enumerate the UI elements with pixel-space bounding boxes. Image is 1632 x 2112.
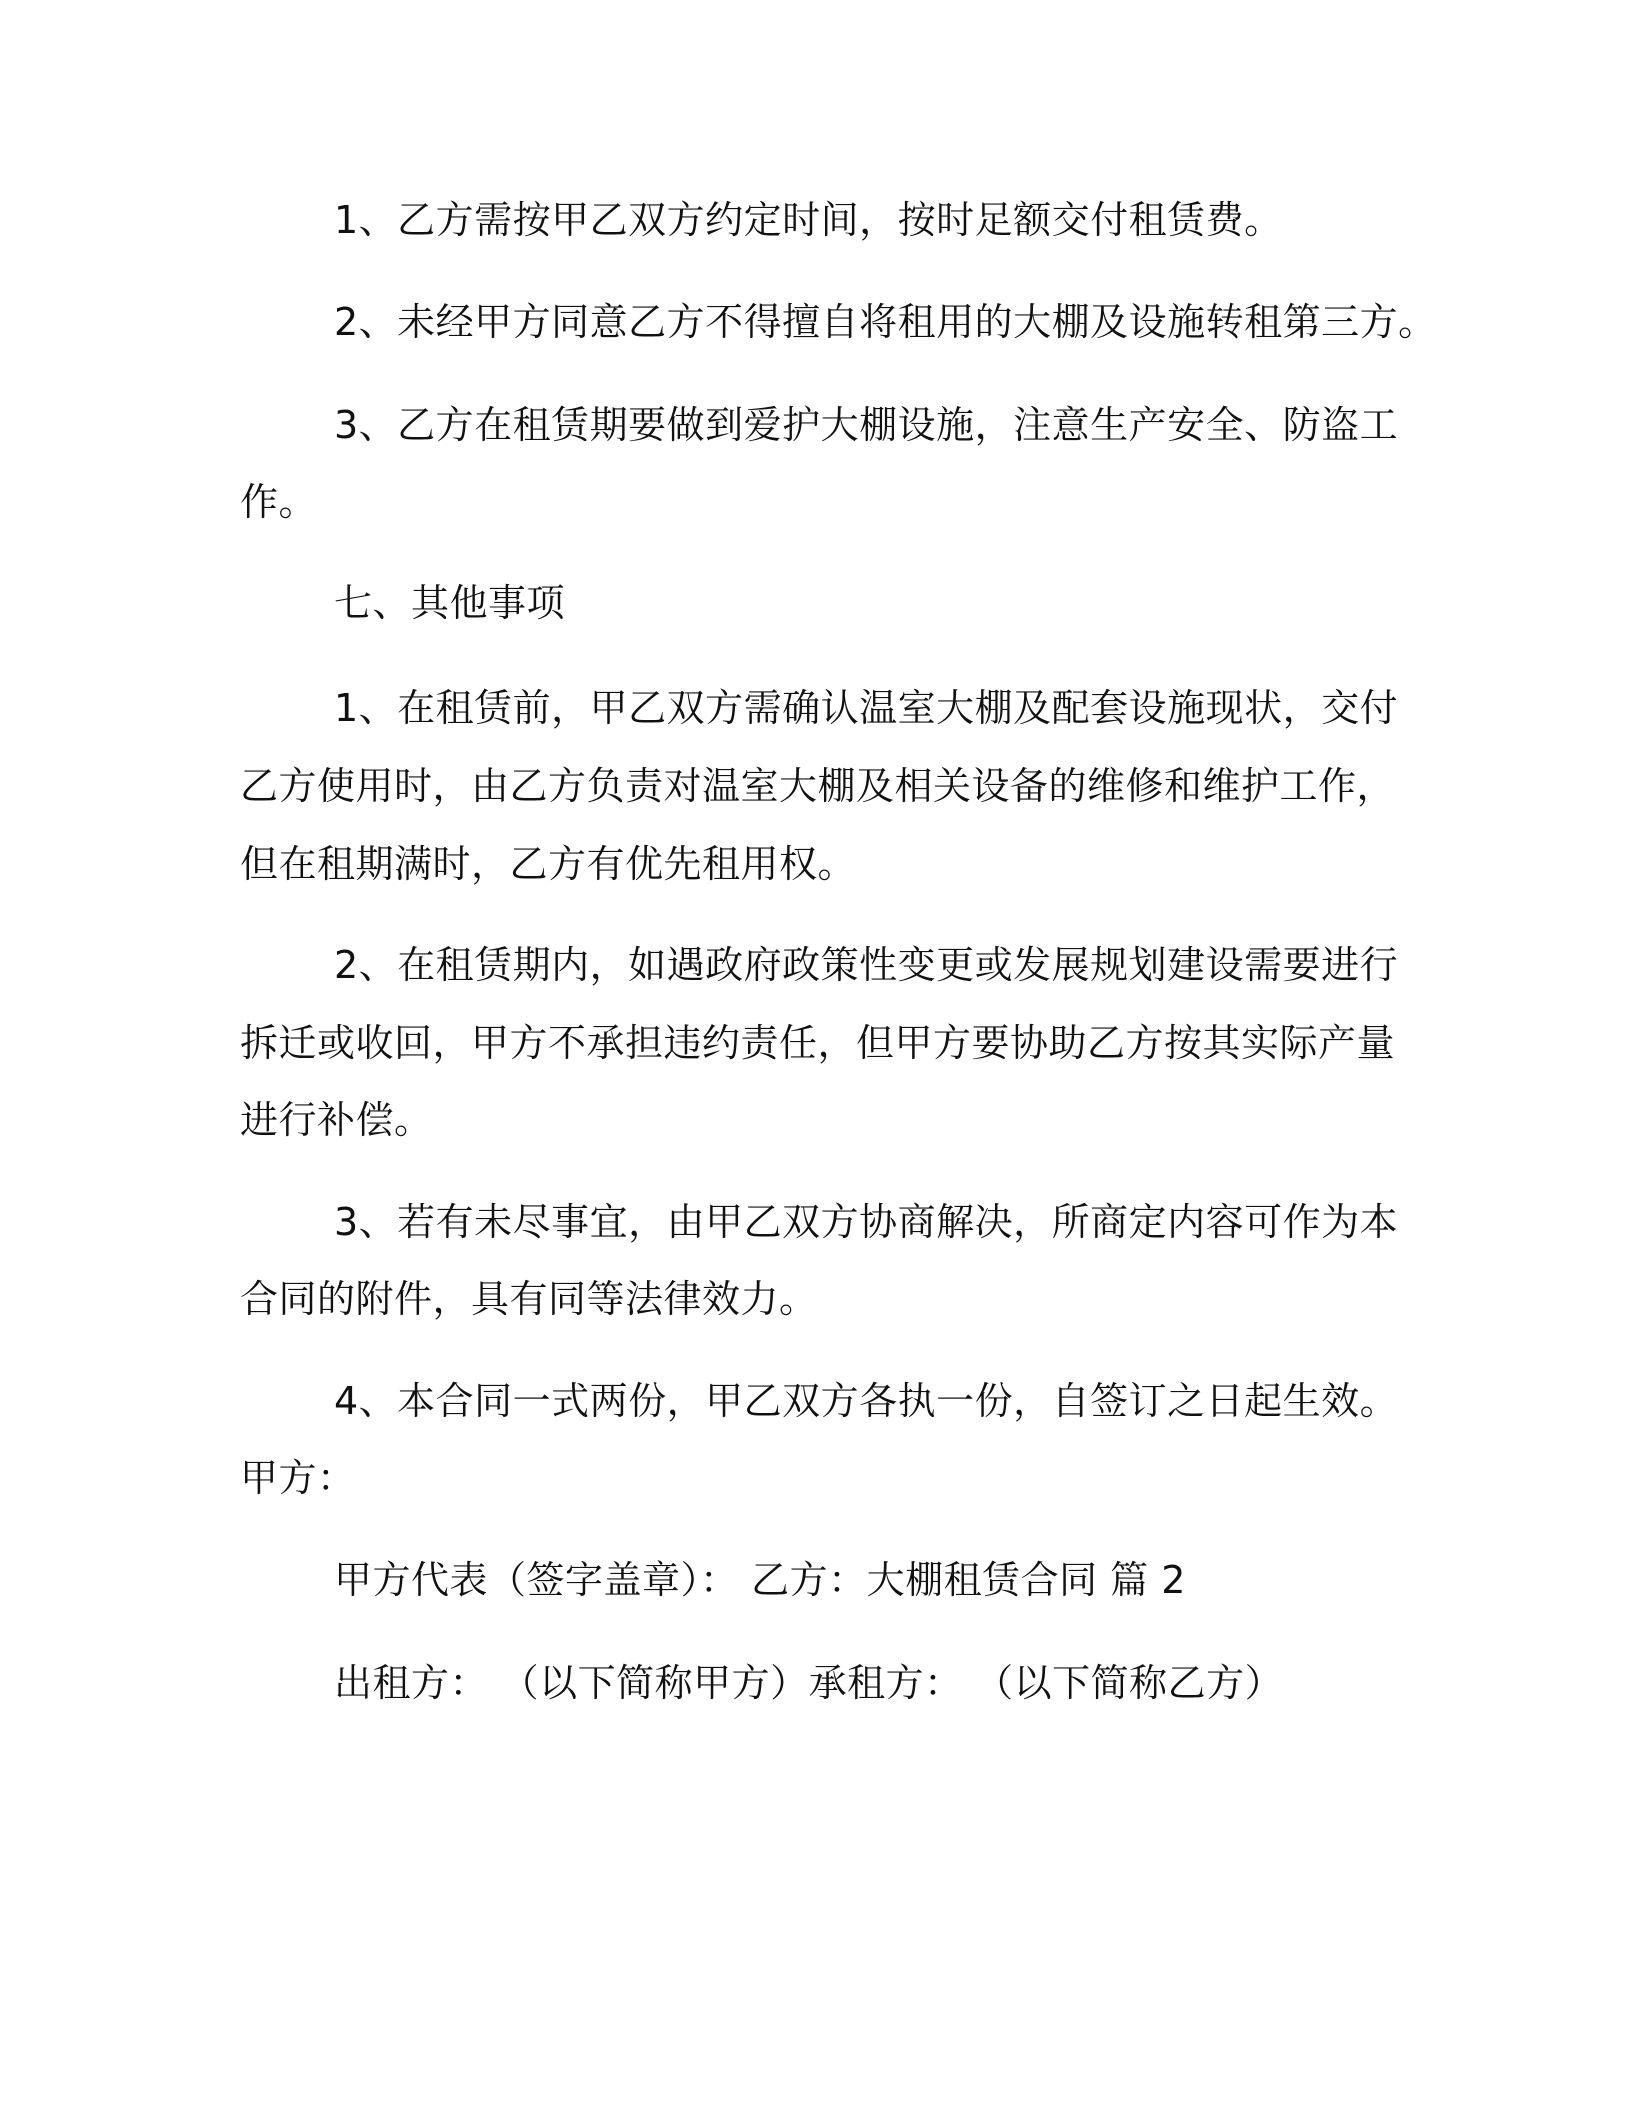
- signature-line: 甲方代表（签字盖章）： 乙方：大棚租赁合同 篇 2: [334, 1558, 1186, 1602]
- clause-7-2-line-1: 2、在租赁期内，如遇政府政策性变更或发展规划建设需要进行: [334, 943, 1399, 987]
- parties-line: 出租方： （以下简称甲方）承租方： （以下简称乙方）: [334, 1661, 1284, 1705]
- section-heading-other-matters: 七、其他事项: [334, 581, 566, 625]
- clause-6-3-line-1: 3、乙方在租赁期要做到爱护大棚设施，注意生产安全、防盗工: [334, 403, 1399, 447]
- clause-7-2-line-3: 进行补偿。: [240, 1098, 433, 1142]
- clause-7-4: 4、本合同一式两份，甲乙双方各执一份，自签订之日起生效。: [334, 1379, 1399, 1423]
- clause-7-1-line-2: 乙方使用时，由乙方负责对温室大棚及相关设备的维修和维护工作，: [240, 764, 1396, 808]
- clause-7-3-line-1: 3、若有未尽事宜，由甲乙双方协商解决，所商定内容可作为本: [334, 1200, 1399, 1244]
- clause-6-1: 1、乙方需按甲乙双方约定时间，按时足额交付租赁费。: [334, 198, 1283, 242]
- clause-7-3-line-2: 合同的附件，具有同等法律效力。: [240, 1277, 818, 1321]
- clause-6-2: 2、未经甲方同意乙方不得擅自将租用的大棚及设施转租第三方。: [334, 300, 1437, 344]
- clause-7-1-line-3: 但在租期满时，乙方有优先租用权。: [240, 842, 857, 886]
- clause-7-2-line-2: 拆迁或收回，甲方不承担违约责任，但甲方要协助乙方按其实际产量: [240, 1021, 1396, 1065]
- clause-6-3-line-2: 作。: [240, 480, 318, 524]
- party-a-label: 甲方：: [240, 1456, 356, 1500]
- clause-7-1-line-1: 1、在租赁前，甲乙双方需确认温室大棚及配套设施现状，交付: [334, 686, 1399, 730]
